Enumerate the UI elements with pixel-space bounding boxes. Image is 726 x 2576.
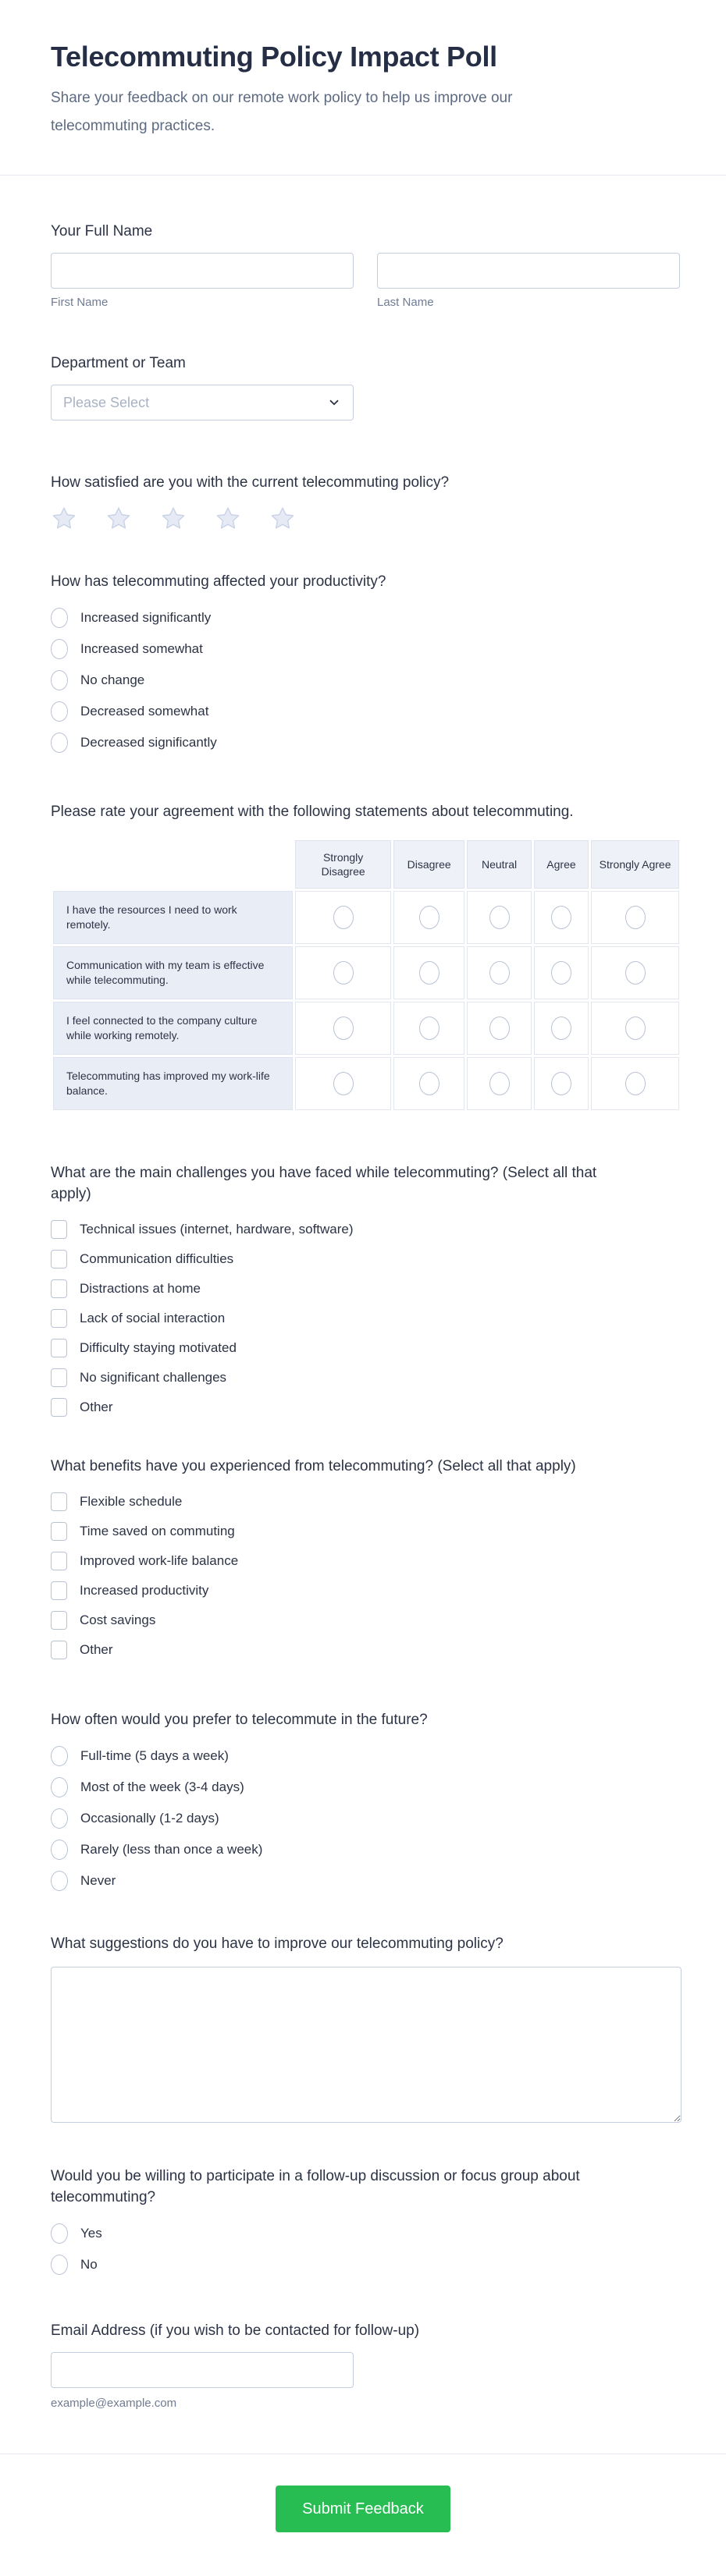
radio-button[interactable] xyxy=(625,1072,646,1095)
radio-button[interactable] xyxy=(51,1808,68,1829)
matrix-cell[interactable] xyxy=(295,1002,391,1055)
question-label: How satisfied are you with the current telecommuting policy? xyxy=(51,474,450,491)
matrix-cell[interactable] xyxy=(467,891,531,944)
matrix-cell[interactable] xyxy=(591,1002,679,1055)
radio-button[interactable] xyxy=(419,1072,440,1095)
radio-option[interactable] xyxy=(51,1777,682,1797)
submit-feedback-button[interactable]: Submit Feedback xyxy=(276,2486,450,2532)
matrix-row xyxy=(53,891,679,944)
radio-button[interactable] xyxy=(551,1072,571,1095)
radio-button[interactable] xyxy=(51,733,68,753)
radio-button[interactable] xyxy=(551,961,571,985)
checkbox[interactable] xyxy=(51,1552,67,1570)
option-label[interactable]: Increased significantly xyxy=(80,610,212,625)
chevron-down-icon xyxy=(327,396,341,410)
radio-button[interactable] xyxy=(51,2223,68,2244)
question-label: Department or Team xyxy=(51,355,186,371)
matrix-row-label: I have the resources I need to work remotely. xyxy=(53,891,293,944)
matrix-cell[interactable] xyxy=(393,1002,464,1055)
checkbox-option[interactable] xyxy=(51,1279,682,1298)
option-label[interactable]: Distractions at home xyxy=(80,1281,201,1296)
matrix-cell[interactable] xyxy=(591,891,679,944)
matrix-row xyxy=(53,1002,679,1055)
question-email xyxy=(51,2320,682,2410)
radio-button[interactable] xyxy=(551,1017,571,1040)
matrix-cell[interactable] xyxy=(467,1002,531,1055)
option-label[interactable]: Decreased significantly xyxy=(80,735,217,750)
radio-button[interactable] xyxy=(625,1017,646,1040)
radio-button[interactable] xyxy=(333,1017,354,1040)
radio-option[interactable] xyxy=(51,2223,682,2244)
radio-option[interactable] xyxy=(51,639,682,659)
matrix-cell[interactable] xyxy=(534,891,589,944)
checkbox-option[interactable] xyxy=(51,1492,682,1511)
radio-button[interactable] xyxy=(419,906,440,929)
radio-button[interactable] xyxy=(489,1017,510,1040)
radio-option[interactable] xyxy=(51,670,682,690)
matrix-column-header: Strongly Disagree xyxy=(295,840,391,889)
star-icon-1[interactable] xyxy=(51,506,77,532)
matrix-column-header: Agree xyxy=(534,840,589,889)
checkbox-option[interactable] xyxy=(51,1309,682,1328)
question-label: How has telecommuting affected your productivity? xyxy=(51,573,386,590)
option-label[interactable]: Most of the week (3-4 days) xyxy=(80,1779,244,1794)
star-icon-4[interactable] xyxy=(215,506,241,532)
radio-option[interactable] xyxy=(51,733,682,753)
question-suggestions xyxy=(51,1933,682,2127)
checkbox[interactable] xyxy=(51,1309,67,1328)
option-label[interactable]: Cost savings xyxy=(80,1613,156,1627)
last-name-input[interactable] xyxy=(377,253,680,289)
option-label[interactable]: Occasionally (1-2 days) xyxy=(80,1811,219,1826)
question-label: Would you be willing to participate in a follow-up discussion or focus group about telecommuting? xyxy=(51,2168,580,2205)
matrix-cell[interactable] xyxy=(467,1057,531,1110)
star-icon-5[interactable] xyxy=(269,506,296,532)
matrix-row-label: I feel connected to the company culture while working remotely. xyxy=(53,1002,293,1055)
question-department xyxy=(51,353,682,420)
radio-option[interactable] xyxy=(51,1871,682,1891)
option-label[interactable]: Increased productivity xyxy=(80,1583,209,1598)
department-select[interactable] xyxy=(51,385,354,420)
radio-button[interactable] xyxy=(51,1746,68,1766)
matrix-column-header: Disagree xyxy=(393,840,464,889)
option-label[interactable]: No change xyxy=(80,672,145,687)
option-label[interactable]: Technical issues (internet, hardware, software) xyxy=(80,1222,354,1237)
question-label: What are the main challenges you have faced while telecommuting? (Select all that apply) xyxy=(51,1165,597,1202)
checkbox-option[interactable] xyxy=(51,1641,682,1659)
matrix-cell[interactable] xyxy=(591,1057,679,1110)
radio-option[interactable] xyxy=(51,1808,682,1829)
question-challenges xyxy=(51,1162,682,1417)
checkbox[interactable] xyxy=(51,1398,67,1417)
checkbox-option[interactable] xyxy=(51,1398,682,1417)
checkbox[interactable] xyxy=(51,1611,67,1630)
option-label[interactable]: Decreased somewhat xyxy=(80,704,209,719)
checkbox-option[interactable] xyxy=(51,1522,682,1541)
radio-button[interactable] xyxy=(489,961,510,985)
option-label[interactable]: Increased somewhat xyxy=(80,641,203,656)
checkbox[interactable] xyxy=(51,1279,67,1298)
option-label[interactable]: Other xyxy=(80,1400,113,1414)
question-future-preference xyxy=(51,1709,682,1891)
select-placeholder: Please Select xyxy=(63,394,150,410)
radio-button[interactable] xyxy=(51,608,68,628)
last-name-sublabel: Last Name xyxy=(377,296,434,309)
radio-button[interactable] xyxy=(625,961,646,985)
star-rating xyxy=(51,506,682,532)
question-followup xyxy=(51,2166,682,2275)
matrix-cell[interactable] xyxy=(393,1057,464,1110)
first-name-input[interactable] xyxy=(51,253,354,289)
option-label[interactable]: Difficulty staying motivated xyxy=(80,1340,237,1355)
checkbox-option[interactable] xyxy=(51,1339,682,1357)
checkbox[interactable] xyxy=(51,1339,67,1357)
suggestions-textarea[interactable] xyxy=(51,1967,682,2123)
radio-button[interactable] xyxy=(51,1871,68,1891)
option-label[interactable]: Communication difficulties xyxy=(80,1251,234,1266)
question-label: How often would you prefer to telecommute in the future? xyxy=(51,1712,428,1728)
checkbox[interactable] xyxy=(51,1368,67,1387)
question-agreement-matrix xyxy=(51,801,682,1112)
radio-button[interactable] xyxy=(419,961,440,985)
matrix-row-label: Communication with my team is effective while telecommuting. xyxy=(53,946,293,999)
last-name-group xyxy=(377,253,680,309)
checkbox[interactable] xyxy=(51,1250,67,1268)
email-hint: example@example.com xyxy=(51,2397,177,2410)
radio-option[interactable] xyxy=(51,701,682,722)
option-label[interactable]: No xyxy=(80,2257,98,2272)
checkbox[interactable] xyxy=(51,1522,67,1541)
form-header xyxy=(0,0,726,176)
question-benefits xyxy=(51,1456,682,1659)
matrix-cell[interactable] xyxy=(393,891,464,944)
question-label: What suggestions do you have to improve our telecommuting policy? xyxy=(51,1936,504,1952)
option-label[interactable]: Never xyxy=(80,1873,116,1888)
option-label[interactable]: Flexible schedule xyxy=(80,1494,183,1509)
form-subtitle: Share your feedback on our remote work policy to help us improve our telecommuting practices. xyxy=(51,90,513,134)
checkbox-option[interactable] xyxy=(51,1220,682,1239)
matrix-cell[interactable] xyxy=(393,946,464,999)
matrix-cell[interactable] xyxy=(534,946,589,999)
option-label[interactable]: No significant challenges xyxy=(80,1370,227,1385)
matrix-row-label: Telecommuting has improved my work-life balance. xyxy=(53,1057,293,1110)
star-icon-3[interactable] xyxy=(160,506,187,532)
radio-button[interactable] xyxy=(551,906,571,929)
question-label: Email Address (if you wish to be contacted for follow-up) xyxy=(51,2322,420,2339)
option-label[interactable]: Yes xyxy=(80,2226,102,2241)
matrix-row xyxy=(53,946,679,999)
form-title: Telecommuting Policy Impact Poll xyxy=(51,41,497,73)
radio-option[interactable] xyxy=(51,2255,682,2275)
radio-button[interactable] xyxy=(333,906,354,929)
radio-button[interactable] xyxy=(625,906,646,929)
checkbox[interactable] xyxy=(51,1581,67,1600)
radio-button[interactable] xyxy=(419,1017,440,1040)
matrix-cell[interactable] xyxy=(295,946,391,999)
checkbox-option[interactable] xyxy=(51,1581,682,1600)
question-satisfaction xyxy=(51,472,682,532)
question-label: What benefits have you experienced from telecommuting? (Select all that apply) xyxy=(51,1458,576,1474)
radio-button[interactable] xyxy=(333,961,354,985)
radio-button[interactable] xyxy=(51,701,68,722)
checkbox-option[interactable] xyxy=(51,1250,682,1268)
matrix-column-header: Neutral xyxy=(467,840,531,889)
checkbox-option[interactable] xyxy=(51,1611,682,1630)
option-label[interactable]: Rarely (less than once a week) xyxy=(80,1842,263,1857)
first-name-sublabel: First Name xyxy=(51,296,109,309)
matrix-cell[interactable] xyxy=(534,1002,589,1055)
question-full-name xyxy=(51,221,682,309)
checkbox-option[interactable] xyxy=(51,1552,682,1570)
matrix-corner-cell xyxy=(53,840,293,889)
checkbox[interactable] xyxy=(51,1220,67,1239)
checkbox[interactable] xyxy=(51,1641,67,1659)
question-productivity xyxy=(51,571,682,753)
radio-button[interactable] xyxy=(489,906,510,929)
matrix-column-header: Strongly Agree xyxy=(591,840,679,889)
matrix-cell[interactable] xyxy=(591,946,679,999)
radio-button[interactable] xyxy=(51,1777,68,1797)
radio-option[interactable] xyxy=(51,608,682,628)
question-label: Your Full Name xyxy=(51,223,153,240)
agreement-matrix-table xyxy=(51,838,682,1112)
radio-button[interactable] xyxy=(333,1072,354,1095)
radio-button[interactable] xyxy=(51,1840,68,1860)
form-body xyxy=(0,221,726,2410)
matrix-cell[interactable] xyxy=(467,946,531,999)
star-icon-2[interactable] xyxy=(105,506,132,532)
matrix-cell[interactable] xyxy=(295,891,391,944)
radio-button[interactable] xyxy=(489,1072,510,1095)
checkbox-option[interactable] xyxy=(51,1368,682,1387)
matrix-row xyxy=(53,1057,679,1110)
matrix-cell[interactable] xyxy=(534,1057,589,1110)
option-label[interactable]: Other xyxy=(80,1642,113,1657)
option-label[interactable]: Time saved on commuting xyxy=(80,1524,235,1538)
email-input[interactable] xyxy=(51,2352,354,2388)
option-label[interactable]: Full-time (5 days a week) xyxy=(80,1748,229,1763)
matrix-cell[interactable] xyxy=(295,1057,391,1110)
radio-button[interactable] xyxy=(51,2255,68,2275)
option-label[interactable]: Lack of social interaction xyxy=(80,1311,226,1325)
question-label: Please rate your agreement with the following statements about telecommuting. xyxy=(51,804,574,820)
first-name-group xyxy=(51,253,354,309)
checkbox[interactable] xyxy=(51,1492,67,1511)
option-label[interactable]: Improved work-life balance xyxy=(80,1553,239,1568)
radio-button[interactable] xyxy=(51,670,68,690)
radio-button[interactable] xyxy=(51,639,68,659)
radio-option[interactable] xyxy=(51,1840,682,1860)
radio-option[interactable] xyxy=(51,1746,682,1766)
form-footer xyxy=(0,2454,726,2576)
